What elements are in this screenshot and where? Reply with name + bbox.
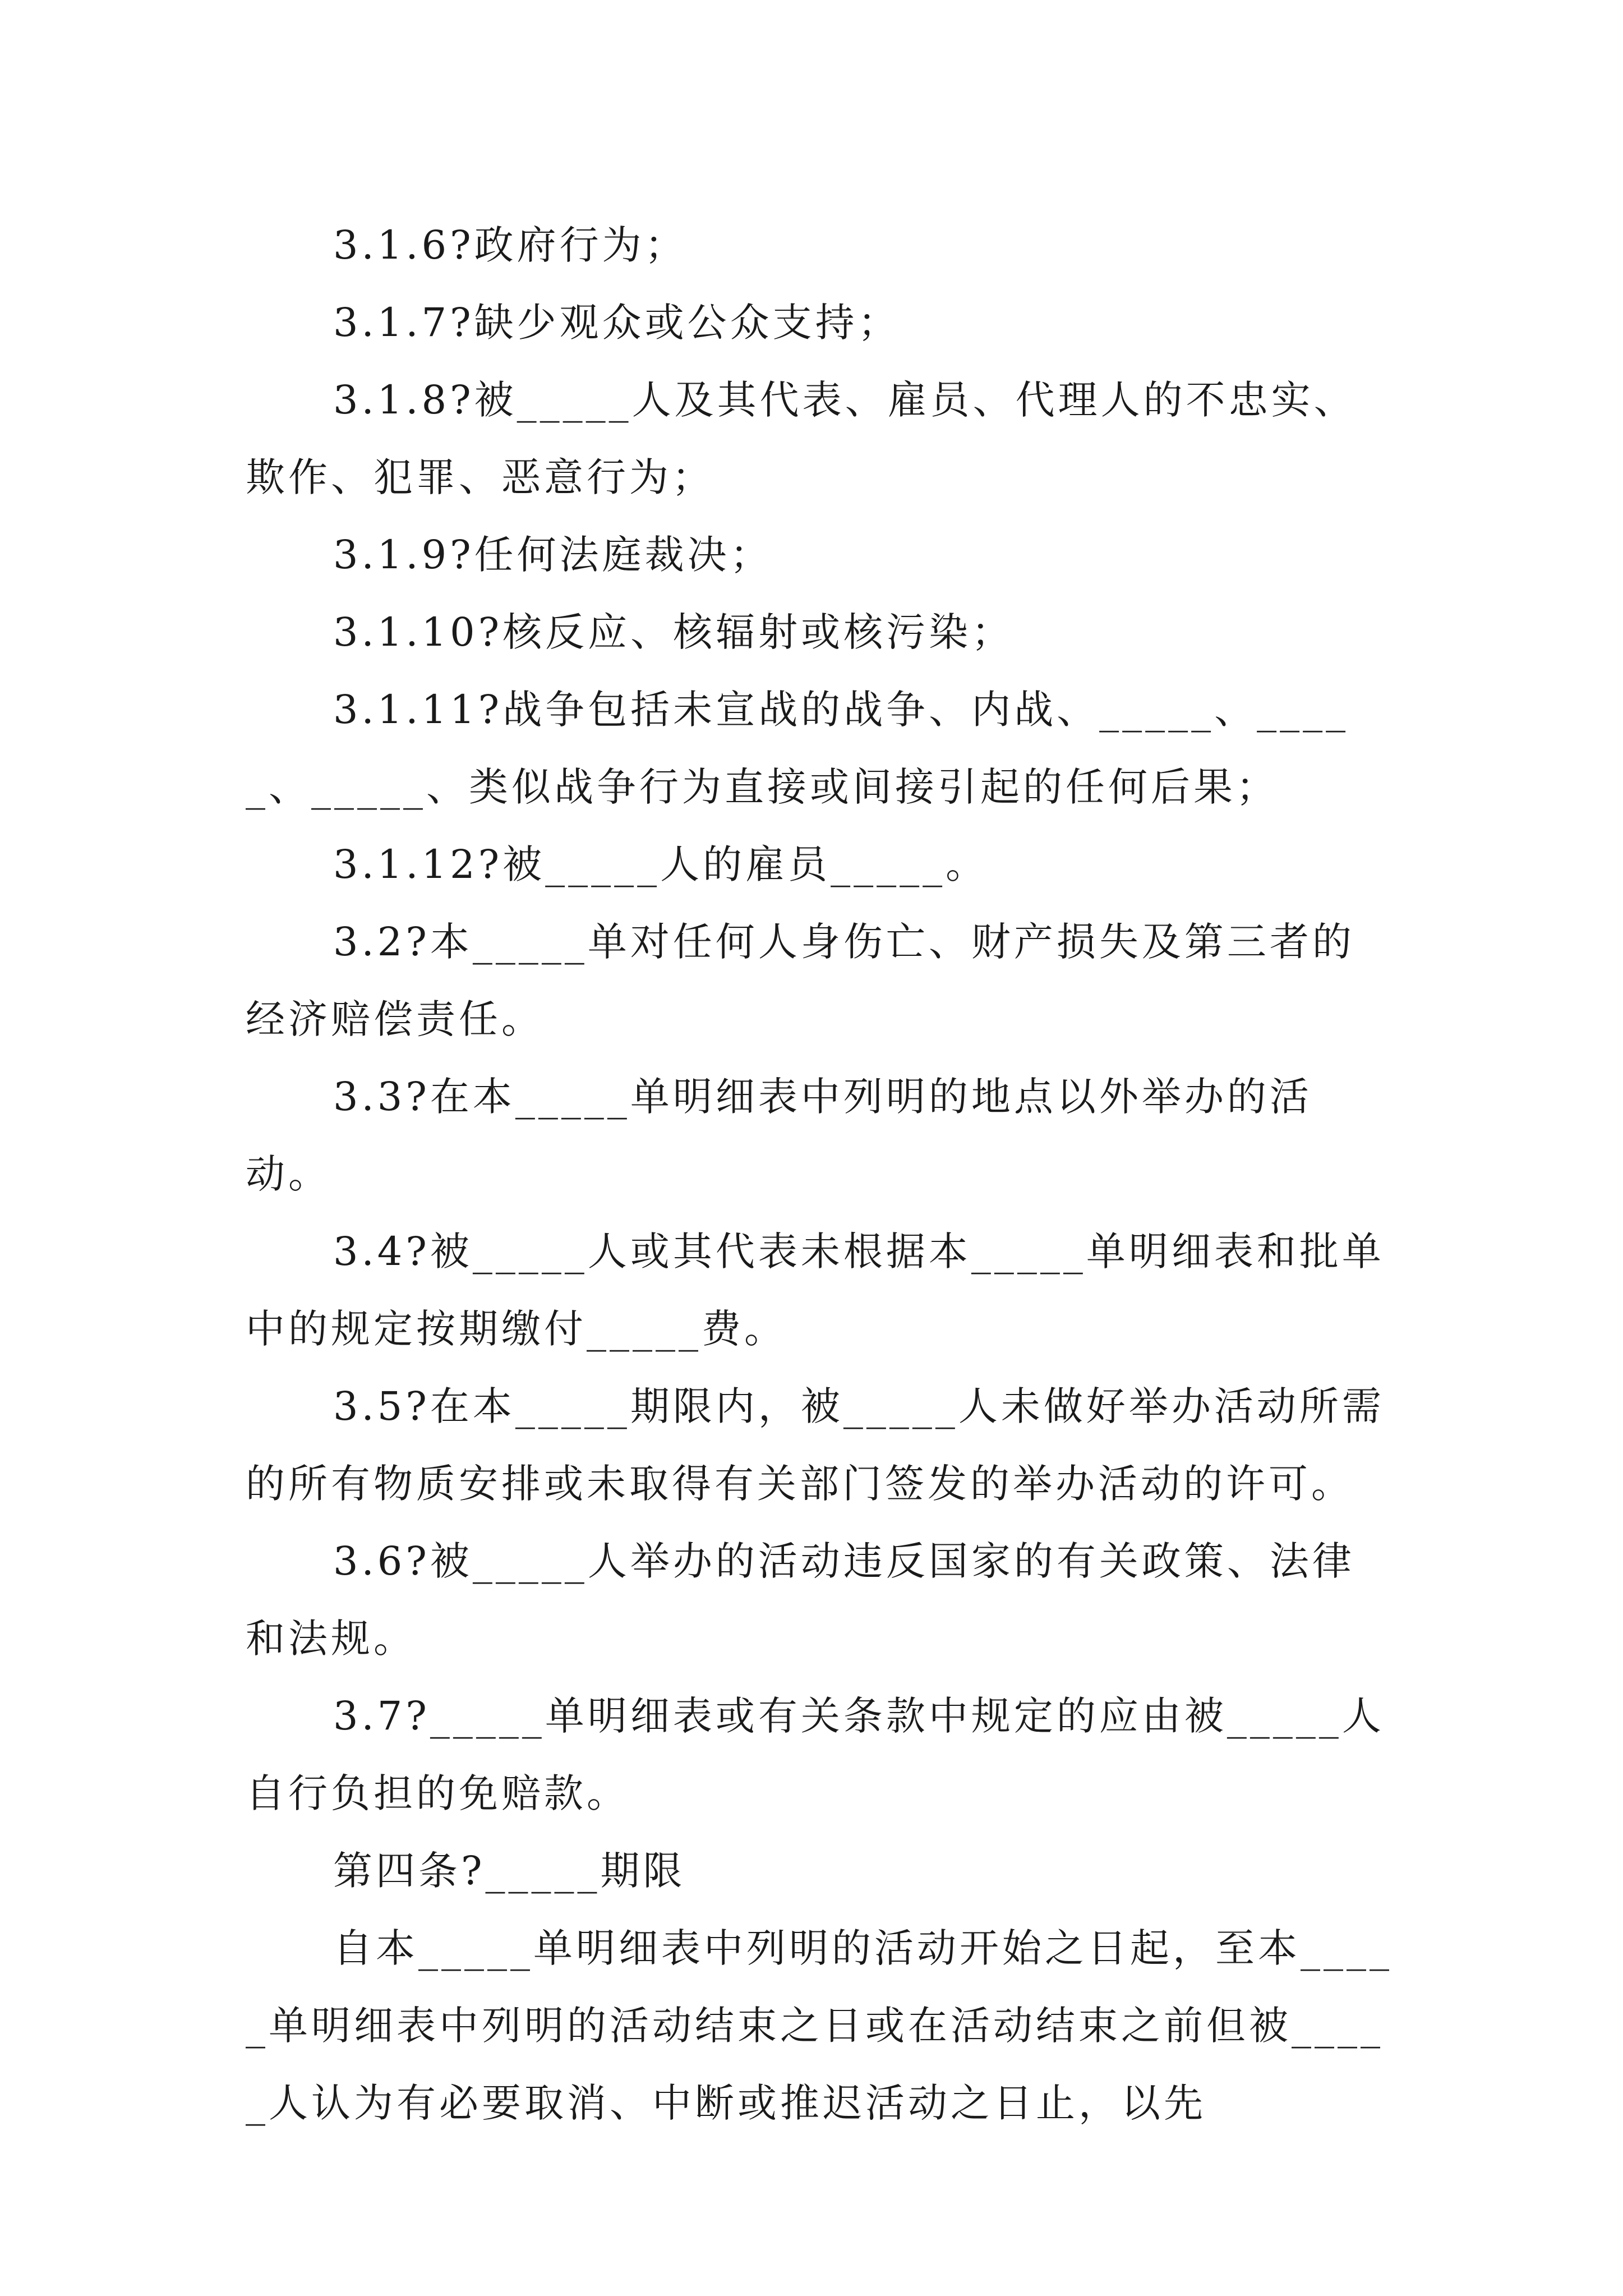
article-4-text: 自本_____单明细表中列明的活动开始之日起，至本_____单明细表中列明的活动结束之日或在活动结束之前但被_____人认为有必要取消、中断或推迟活动之日止，以先 bbox=[246, 1925, 1393, 2126]
document-body bbox=[246, 206, 1395, 2142]
clause-3-6: 3.6?被_____人举办的活动违反国家的有关政策、法律和法规。 bbox=[246, 1538, 1355, 1662]
clause-3-1-8: 3.1.8?被_____人及其代表、雇员、代理人的不忠实、欺作、犯罪、恶意行为； bbox=[246, 377, 1357, 500]
clause-3-1-9: 3.1.9?任何法庭裁决； bbox=[333, 532, 773, 578]
clause-3-1-6: 3.1.6?政府行为； bbox=[333, 222, 688, 268]
article-4-heading: 第四条?_____期限 bbox=[333, 1848, 686, 1894]
clause-3-1-7: 3.1.7?缺少观众或公众支持； bbox=[333, 300, 901, 346]
clause-3-1-10: 3.1.10?核反应、核辐射或核污染； bbox=[333, 609, 1015, 655]
clause-3-2: 3.2?本_____单对任何人身伤亡、财产损失及第三者的经济赔偿责任。 bbox=[246, 919, 1355, 1042]
clause-3-5: 3.5?在本_____期限内，被_____人未做好举办活动所需的所有物质安排或未取得有关部门签发的举办活动的许可。 bbox=[246, 1383, 1385, 1507]
clause-3-7: 3.7?_____单明细表或有关条款中规定的应由被_____人自行负担的免赔款。 bbox=[246, 1693, 1385, 1816]
clause-3-3: 3.3?在本_____单明细表中列明的地点以外举办的活动。 bbox=[246, 1074, 1312, 1197]
clause-3-4: 3.4?被_____人或其代表未根据本_____单明细表和批单中的规定按期缴付_____费。 bbox=[246, 1228, 1385, 1352]
clause-3-1-11: 3.1.11?战争包括未宣战的战争、内战、_____、_____、_____、类似战争行为直接或间接引起的任何后果； bbox=[246, 687, 1349, 810]
clause-3-1-12: 3.1.12?被_____人的雇员_____。 bbox=[333, 841, 989, 887]
